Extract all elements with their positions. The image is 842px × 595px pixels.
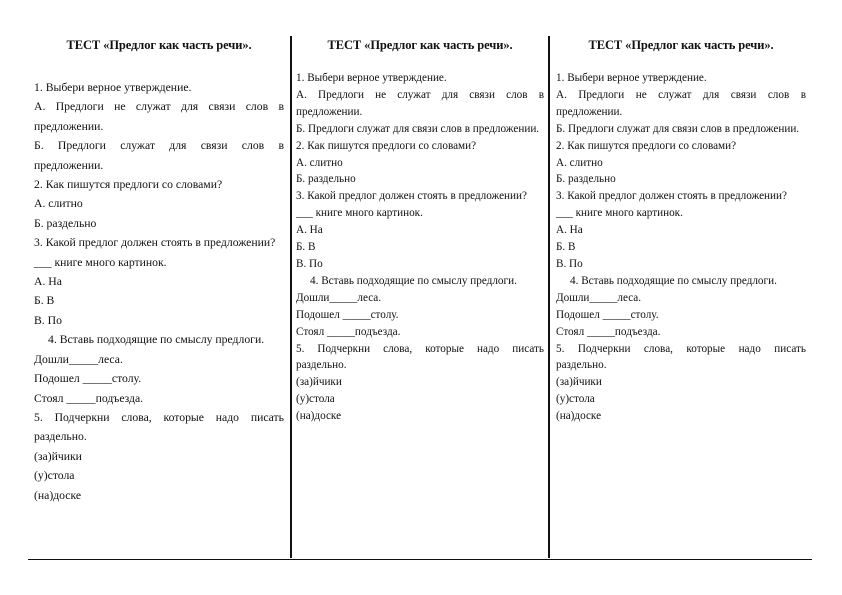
- answer-option: Б. Предлоги служат для связи слов в предложении.: [556, 122, 800, 135]
- question-1-text: 1. Выбери верное утверждение.: [556, 72, 707, 84]
- word-item: (за)йчики: [556, 376, 602, 389]
- question-2-text: 2. Как пишутся предлоги со словами?: [34, 178, 223, 192]
- word-item: (за)йчики: [34, 449, 82, 463]
- word-item: (на)доске: [556, 410, 602, 423]
- column-divider: [548, 36, 550, 558]
- question-3-text: 3. Какой предлог должен стоять в предложении?: [296, 190, 527, 203]
- answer-option: В. По: [34, 313, 62, 327]
- question-list: [34, 78, 284, 505]
- answer-option: Б. раздельно: [296, 173, 356, 186]
- answer-option: А. слитно: [34, 197, 83, 211]
- fill-in-line: Подошел _____столу.: [556, 308, 659, 321]
- answer-option: Б. В: [296, 241, 316, 254]
- test-title: ТЕСТ «Предлог как часть речи».: [327, 38, 513, 52]
- answer-option: Б. раздельно: [556, 173, 616, 186]
- test-sheet: [28, 36, 812, 560]
- fill-in-line: Подошел _____столу.: [296, 308, 399, 321]
- fill-in-line: Дошли_____леса.: [34, 352, 123, 366]
- word-item: (у)стола: [556, 393, 595, 406]
- question-1-text: 1. Выбери верное утверждение.: [34, 81, 192, 94]
- sentence-blank: ___ книге много картинок.: [556, 207, 683, 220]
- fill-in-line: Стоял _____подъезда.: [556, 325, 661, 338]
- question-4-text: 4. Вставь подходящие по смыслу предлоги.: [48, 333, 265, 347]
- test-column-3: [556, 36, 806, 425]
- question-1-text: 1. Выбери верное утверждение.: [296, 72, 447, 84]
- question-5-text: 5. Подчеркни слова, которые надо писать раздельно.: [296, 342, 544, 372]
- question-3-text: 3. Какой предлог должен стоять в предложении?: [34, 236, 276, 250]
- word-item: (у)стола: [34, 469, 75, 483]
- answer-option: А. На: [556, 224, 583, 237]
- test-title: ТЕСТ «Предлог как часть речи».: [66, 38, 252, 52]
- word-item: (у)стола: [296, 393, 335, 406]
- answer-option: Б. Предлоги служат для связи слов в предложении.: [34, 139, 284, 172]
- word-item: (на)доске: [296, 410, 342, 423]
- answer-option: Б. Предлоги служат для связи слов в предложении.: [296, 122, 540, 135]
- question-2-text: 2. Как пишутся предлоги со словами?: [556, 139, 737, 152]
- column-divider: [290, 36, 292, 558]
- answer-option: А. Предлоги не служат для связи слов в предложении.: [556, 88, 806, 118]
- answer-option: А. слитно: [556, 156, 603, 169]
- bottom-rule: [28, 559, 812, 560]
- question-5-text: 5. Подчеркни слова, которые надо писать раздельно.: [34, 410, 284, 444]
- answer-option: Б. раздельно: [34, 216, 97, 230]
- fill-in-line: Подошел _____столу.: [34, 372, 142, 386]
- answer-option: В. По: [556, 257, 583, 270]
- question-list: [556, 70, 806, 425]
- answer-option: А. На: [296, 224, 323, 237]
- sentence-blank: ___ книге много картинок.: [34, 255, 167, 269]
- fill-in-line: Стоял _____подъезда.: [34, 391, 144, 405]
- answer-option: В. По: [296, 257, 323, 270]
- question-4-text: 4. Вставь подходящие по смыслу предлоги.: [570, 274, 777, 287]
- test-column-1: [34, 36, 284, 505]
- question-list: [296, 70, 544, 425]
- fill-in-line: Дошли_____леса.: [296, 291, 382, 304]
- answer-option: А. слитно: [296, 156, 343, 169]
- word-item: (на)доске: [34, 488, 82, 502]
- question-2-text: 2. Как пишутся предлоги со словами?: [296, 139, 477, 152]
- sentence-blank: ___ книге много картинок.: [296, 207, 423, 220]
- question-5-text: 5. Подчеркни слова, которые надо писать раздельно.: [556, 342, 806, 372]
- fill-in-line: Дошли_____леса.: [556, 291, 642, 304]
- answer-option: Б. В: [556, 241, 576, 254]
- fill-in-line: Стоял _____подъезда.: [296, 325, 401, 338]
- answer-option: А. На: [34, 275, 62, 289]
- test-title: ТЕСТ «Предлог как часть речи».: [588, 38, 774, 52]
- question-3-text: 3. Какой предлог должен стоять в предложении?: [556, 190, 787, 203]
- answer-option: Б. В: [34, 294, 55, 308]
- answer-option: А. Предлоги не служат для связи слов в предложении.: [34, 100, 284, 133]
- test-column-2: [296, 36, 544, 425]
- question-4-text: 4. Вставь подходящие по смыслу предлоги.: [310, 274, 517, 287]
- answer-option: А. Предлоги не служат для связи слов в предложении.: [296, 88, 544, 118]
- word-item: (за)йчики: [296, 376, 342, 389]
